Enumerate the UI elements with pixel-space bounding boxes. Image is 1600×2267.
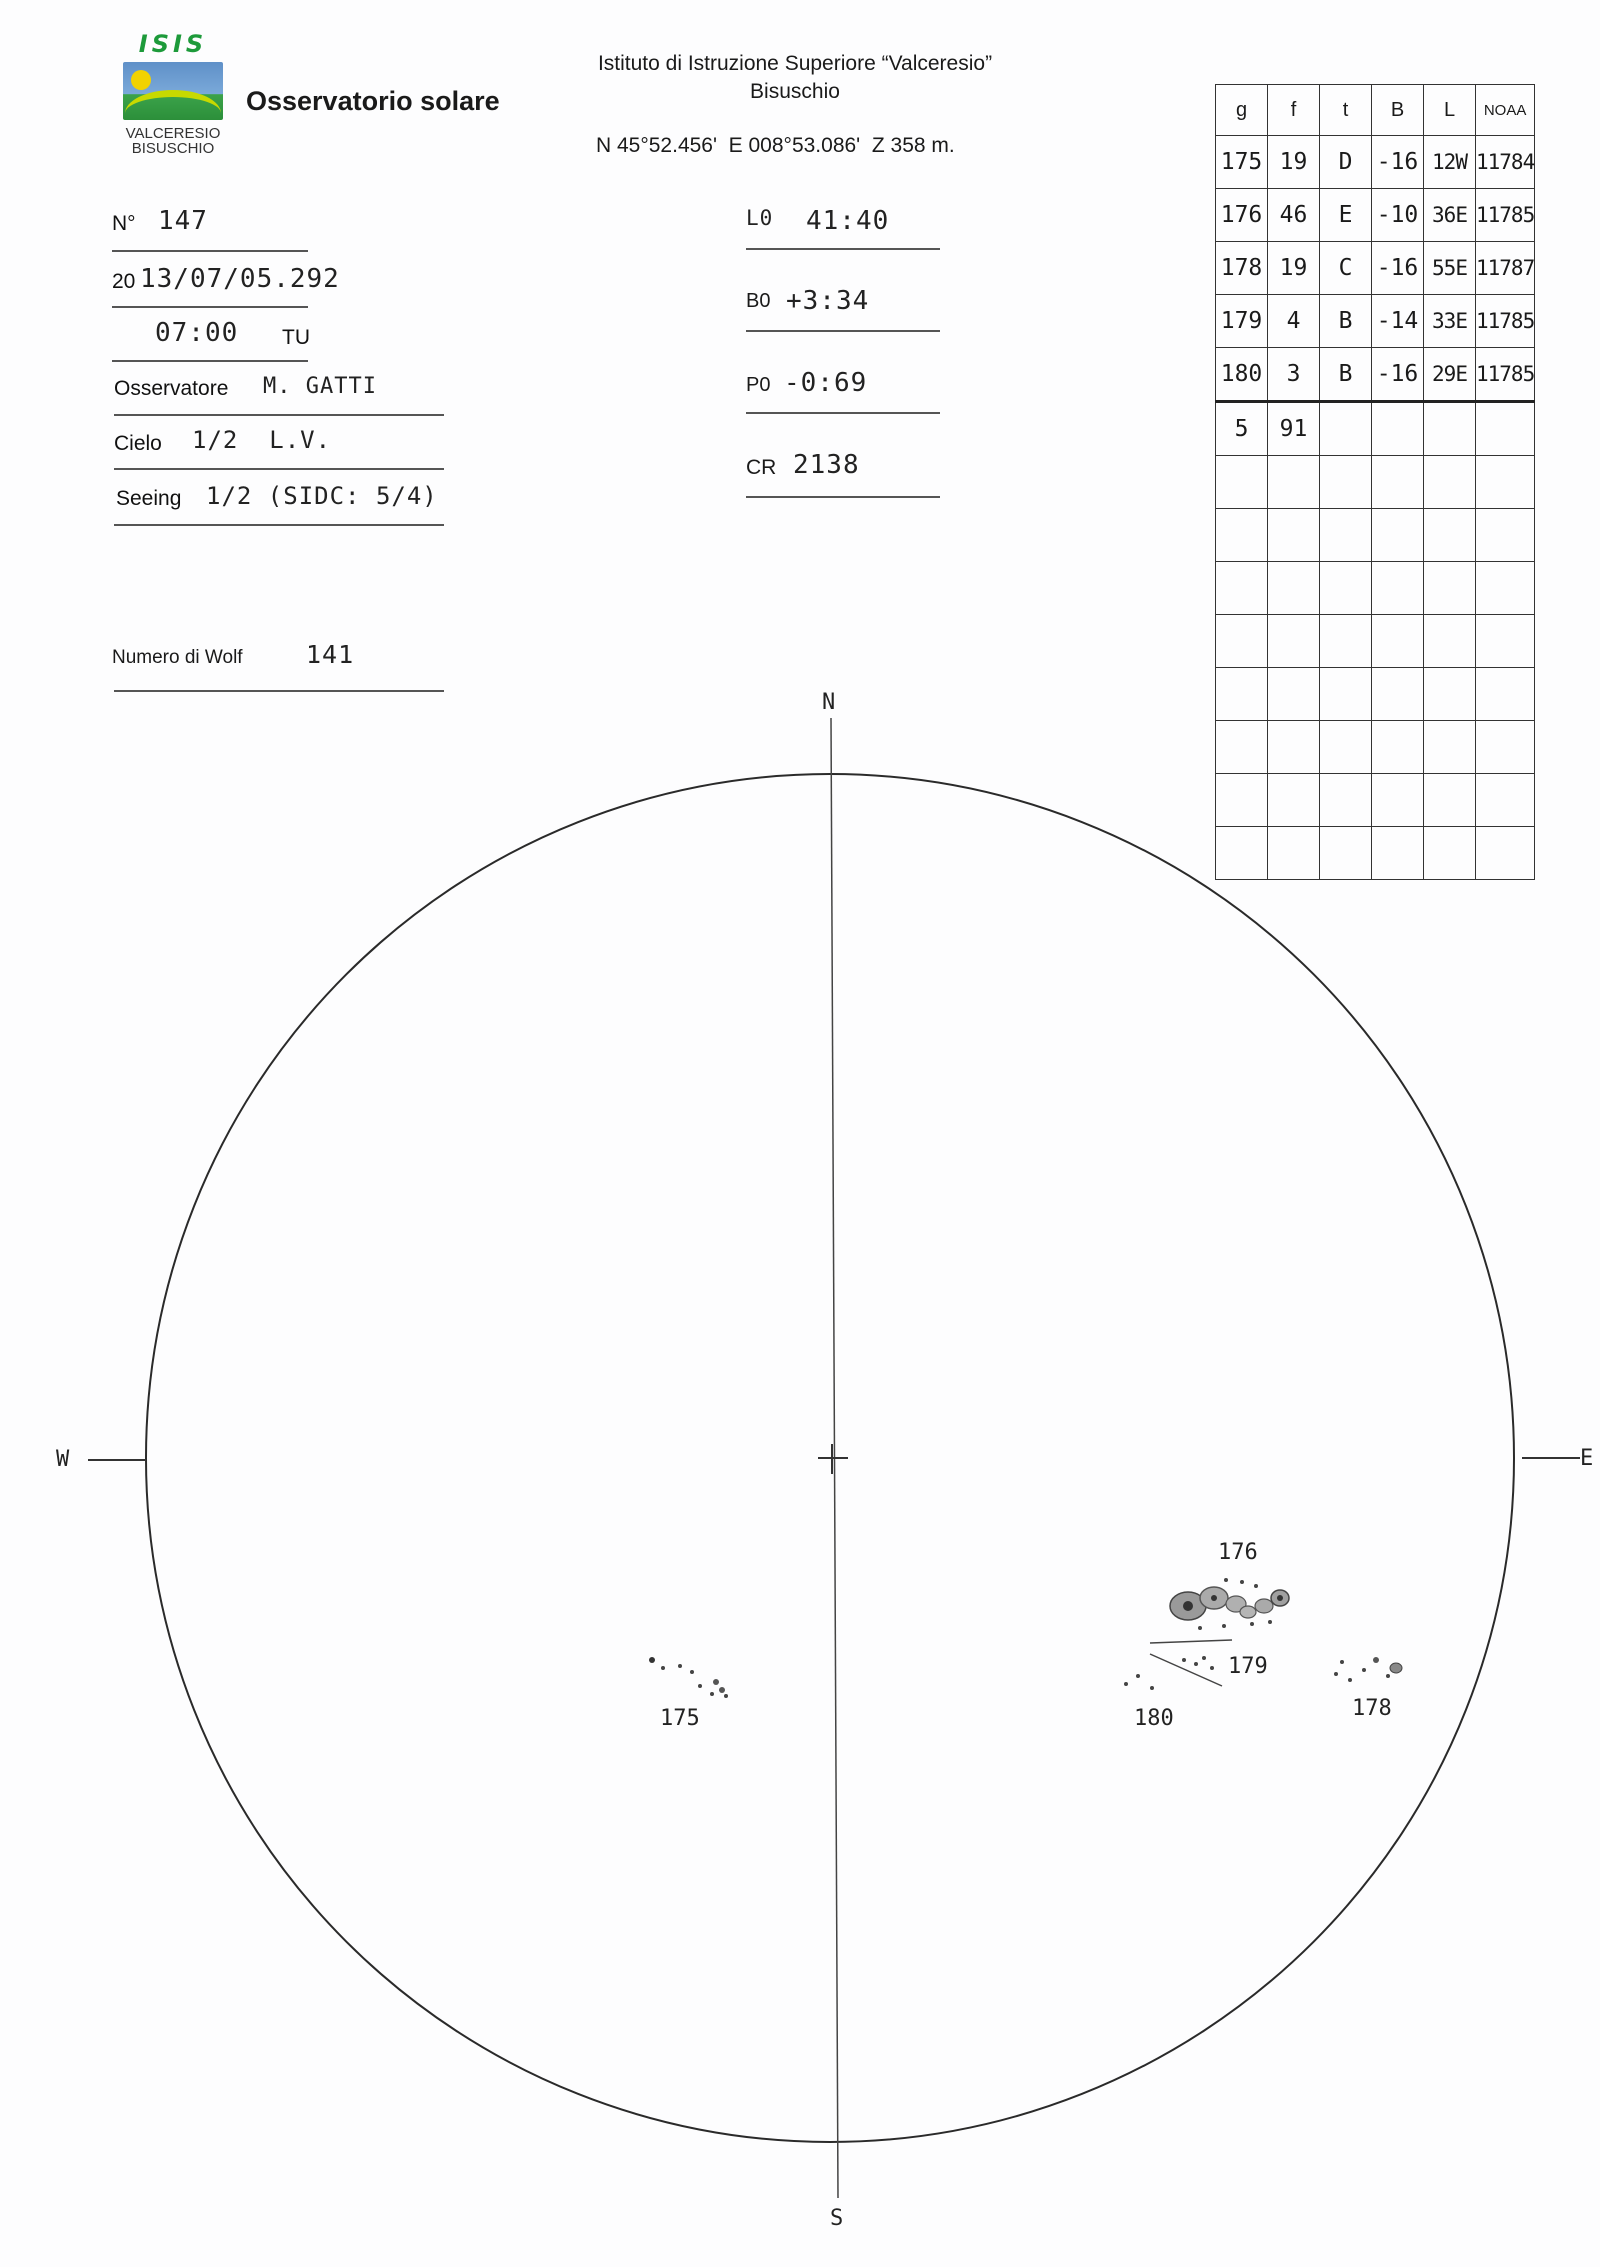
empty-row: [1216, 668, 1535, 721]
cr-label: CR: [746, 456, 777, 479]
cell-longitude: 55E: [1424, 242, 1476, 295]
group-label-176: 176: [1218, 1540, 1258, 1565]
divider: [114, 524, 444, 526]
b0-label: B0: [746, 290, 771, 312]
empty-row: [1216, 456, 1535, 509]
north-label: N: [822, 690, 836, 715]
cell-noaa: 11785: [1476, 189, 1535, 242]
group-label-178: 178: [1352, 1696, 1392, 1721]
time-suffix: TU: [282, 326, 310, 349]
table-row: [1216, 189, 1535, 242]
group-label-179: 179: [1228, 1654, 1268, 1679]
cell-noaa: 11785: [1476, 295, 1535, 348]
cell-longitude: 33E: [1424, 295, 1476, 348]
empty-cell: [1320, 402, 1372, 456]
empty-cell: [1476, 402, 1535, 456]
cell-spots: 19: [1268, 242, 1320, 295]
logo-title: ISIS: [138, 30, 208, 58]
empty-row: [1216, 509, 1535, 562]
group-label-180: 180: [1134, 1706, 1174, 1731]
empty-row: [1216, 721, 1535, 774]
number-value: 147: [158, 206, 208, 236]
l0-value: 41:40: [806, 206, 890, 236]
cell-type: D: [1320, 136, 1372, 189]
p0-value: -0:69: [784, 368, 868, 398]
column-header-b: B: [1372, 85, 1424, 136]
table-header-row: [1216, 85, 1535, 136]
sky-value: 1/2 L.V.: [192, 426, 332, 454]
west-label: W: [56, 1447, 70, 1472]
observatory-title: Osservatorio solare: [246, 86, 500, 116]
column-header-noaa: NOAA: [1476, 85, 1535, 136]
column-header-t: t: [1320, 85, 1372, 136]
table-row: [1216, 295, 1535, 348]
cell-spots: 3: [1268, 348, 1320, 402]
divider: [114, 414, 444, 416]
cell-group: 175: [1216, 136, 1268, 189]
column-header-f: f: [1268, 85, 1320, 136]
cell-type: B: [1320, 295, 1372, 348]
institute-name: Istituto di Istruzione Superiore “Valceresio”: [597, 52, 993, 75]
cell-type: E: [1320, 189, 1372, 242]
cell-type: B: [1320, 348, 1372, 402]
cell-spots: 4: [1268, 295, 1320, 348]
solar-disk: [146, 774, 1514, 2142]
divider: [746, 330, 940, 332]
cell-latitude: -14: [1372, 295, 1424, 348]
observer-label: Osservatore: [114, 377, 229, 400]
east-label: E: [1580, 1446, 1594, 1471]
sunspot-group-178: [1334, 1657, 1402, 1682]
cell-group: 180: [1216, 348, 1268, 402]
sunspot-group-179: [1182, 1656, 1214, 1670]
divider: [114, 468, 444, 470]
group-separator: [1150, 1654, 1222, 1686]
b0-value: +3:34: [786, 286, 870, 316]
sunspot-group-176: [1170, 1578, 1289, 1630]
l0-label: L0: [746, 206, 774, 230]
sunspot-group-table: [1215, 84, 1535, 880]
logo-emblem: [123, 62, 223, 120]
divider: [112, 250, 308, 252]
table-row: [1216, 348, 1535, 402]
divider: [746, 496, 940, 498]
cell-latitude: -16: [1372, 348, 1424, 402]
p0-label: P0: [746, 374, 771, 396]
logo-line1: VALCERESIO: [125, 125, 221, 142]
empty-row: [1216, 615, 1535, 668]
group-separator: [1150, 1640, 1232, 1643]
total-groups: 5: [1216, 402, 1268, 456]
total-spots: 91: [1268, 402, 1320, 456]
logo-line2: BISUSCHIO: [131, 140, 215, 157]
empty-row: [1216, 827, 1535, 880]
institute-town: Bisuschio: [750, 80, 840, 103]
divider: [112, 360, 308, 362]
seeing-label: Seeing: [116, 487, 182, 510]
cell-spots: 19: [1268, 136, 1320, 189]
school-logo: [118, 30, 228, 170]
sunspot-group-180: [1124, 1674, 1154, 1690]
empty-row: [1216, 562, 1535, 615]
totals-row: [1216, 402, 1535, 456]
cell-longitude: 29E: [1424, 348, 1476, 402]
institute-heading: [555, 50, 1035, 106]
cell-longitude: 36E: [1424, 189, 1476, 242]
group-label-175: 175: [660, 1706, 700, 1731]
empty-row: [1216, 774, 1535, 827]
table-row: [1216, 242, 1535, 295]
cr-value: 2138: [793, 450, 860, 480]
cell-latitude: -16: [1372, 242, 1424, 295]
cell-spots: 46: [1268, 189, 1320, 242]
sky-label: Cielo: [114, 432, 162, 455]
date-prefix: 20: [112, 270, 136, 293]
cell-group: 179: [1216, 295, 1268, 348]
cell-latitude: -16: [1372, 136, 1424, 189]
sunspot-group-175: [649, 1657, 728, 1698]
divider: [746, 248, 940, 250]
number-label: N°: [112, 212, 136, 235]
empty-cell: [1424, 402, 1476, 456]
cell-noaa: 11787: [1476, 242, 1535, 295]
observatory-coordinates: N 45°52.456' E 008°53.086' Z 358 m.: [596, 134, 955, 157]
cell-group: 176: [1216, 189, 1268, 242]
south-label: S: [830, 2206, 844, 2231]
cell-longitude: 12W: [1424, 136, 1476, 189]
empty-cell: [1372, 402, 1424, 456]
table-row: [1216, 136, 1535, 189]
sun-icon: [131, 70, 151, 90]
column-header-l: L: [1424, 85, 1476, 136]
divider: [112, 306, 308, 308]
cell-latitude: -10: [1372, 189, 1424, 242]
seeing-value: 1/2 (SIDC: 5/4): [206, 482, 438, 510]
wave-icon: [125, 90, 221, 137]
wolf-value: 141: [306, 640, 355, 669]
observer-value: M. GATTI: [263, 374, 377, 399]
cell-type: C: [1320, 242, 1372, 295]
north-south-axis: [831, 718, 838, 2198]
divider: [746, 412, 940, 414]
cell-group: 178: [1216, 242, 1268, 295]
wolf-label: Numero di Wolf: [112, 647, 243, 668]
time-value: 07:00: [155, 318, 239, 348]
divider: [114, 690, 444, 692]
column-header-g: g: [1216, 85, 1268, 136]
cell-noaa: 11785: [1476, 348, 1535, 402]
cell-noaa: 11784: [1476, 136, 1535, 189]
date-value: 13/07/05.292: [140, 264, 340, 294]
